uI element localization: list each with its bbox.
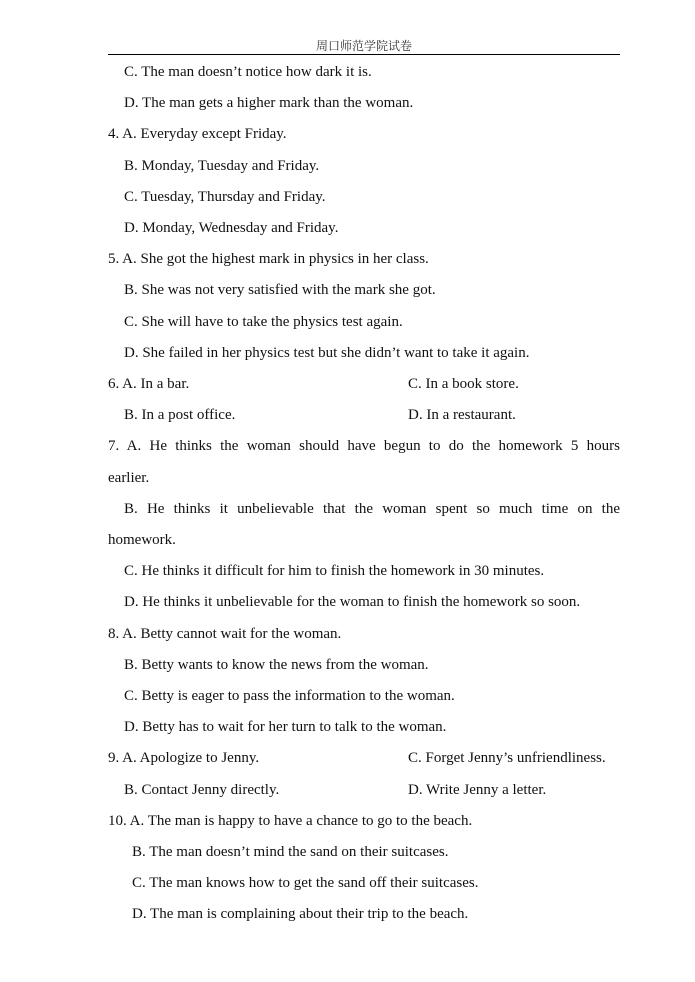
line-text: D. She failed in her physics test but she didn’t want to take it again.: [124, 344, 530, 361]
document-line: [0, 686, 695, 706]
line-text: B. Monday, Tuesday and Friday.: [124, 157, 320, 174]
line-text: 8. A. Betty cannot wait for the woman.: [108, 625, 342, 642]
document-line: [0, 156, 695, 176]
line-text: 5. A. She got the highest mark in physics in her class.: [108, 251, 429, 268]
document-line: [0, 62, 695, 82]
line-text: C. The man knows how to get the sand off their suitcases.: [132, 875, 479, 892]
line-text: earlier.: [108, 469, 150, 486]
line-text: B. Betty wants to know the news from the woman.: [124, 656, 429, 673]
document-line: [0, 811, 695, 831]
line-text: homework.: [108, 532, 176, 548]
document-line: [0, 592, 695, 612]
document-line: [0, 499, 695, 519]
document-line: [0, 655, 695, 675]
document-line: [0, 468, 695, 488]
line-text: B. He thinks it unbelievable that the woman spent so much time on the: [124, 500, 620, 517]
document-line: [0, 436, 695, 456]
line-text: 9. A. Apologize to Jenny.: [108, 750, 260, 767]
line-text: C. She will have to take the physics test again.: [124, 313, 403, 330]
document-line: [0, 312, 695, 332]
document-line: [0, 904, 695, 924]
line-text: B. The man doesn’t mind the sand on their suitcases.: [132, 844, 449, 860]
document-line: [0, 187, 695, 207]
document-line: [0, 249, 695, 269]
line-text: C. Tuesday, Thursday and Friday.: [124, 188, 326, 205]
document-line: [0, 374, 695, 394]
document-line: [0, 842, 695, 862]
header-rule: [108, 54, 620, 55]
line-text: D. Monday, Wednesday and Friday.: [124, 220, 339, 236]
document-line: [0, 561, 695, 581]
line-text: D. He thinks it unbelievable for the woman to finish the homework so soon.: [124, 594, 581, 611]
line-text: C. Forget Jenny’s unfriendliness.: [408, 750, 606, 767]
line-text: D. Write Jenny a letter.: [408, 781, 547, 798]
document-line: [0, 748, 695, 768]
line-text: C. The man doesn’t notice how dark it is.: [124, 64, 372, 80]
document-line: [0, 717, 695, 737]
line-text: B. In a post office.: [124, 407, 236, 424]
line-text: C. He thinks it difficult for him to finish the homework in 30 minutes.: [124, 563, 545, 580]
line-text: C. Betty is eager to pass the information to the woman.: [124, 688, 455, 704]
document-line: [0, 343, 695, 363]
document-line: [0, 873, 695, 893]
line-text: D. Betty has to wait for her turn to talk to the woman.: [124, 719, 447, 736]
document-line: [0, 405, 695, 425]
document-line: [0, 93, 695, 113]
line-text: 4. A. Everyday except Friday.: [108, 126, 287, 143]
page-header-title: 周口师范学院试卷: [315, 39, 412, 53]
line-text: 10. A. The man is happy to have a chance to go to the beach.: [108, 812, 473, 829]
line-text: D. The man is complaining about their trip to the beach.: [132, 906, 469, 923]
line-text: D. In a restaurant.: [408, 407, 516, 424]
document-line: [0, 780, 695, 800]
line-text: 6. A. In a bar.: [108, 376, 190, 392]
document-line: [0, 124, 695, 144]
document-line: [0, 530, 695, 550]
line-text: C. In a book store.: [408, 376, 519, 392]
document-line: [0, 280, 695, 300]
line-text: B. Contact Jenny directly.: [124, 781, 280, 798]
line-text: D. The man gets a higher mark than the woman.: [124, 95, 414, 112]
line-text: 7. A. He thinks the woman should have begun to do the homework 5 hours: [108, 438, 620, 455]
document-line: [0, 624, 695, 644]
document-line: [0, 218, 695, 238]
line-text: B. She was not very satisfied with the mark she got.: [124, 282, 436, 299]
